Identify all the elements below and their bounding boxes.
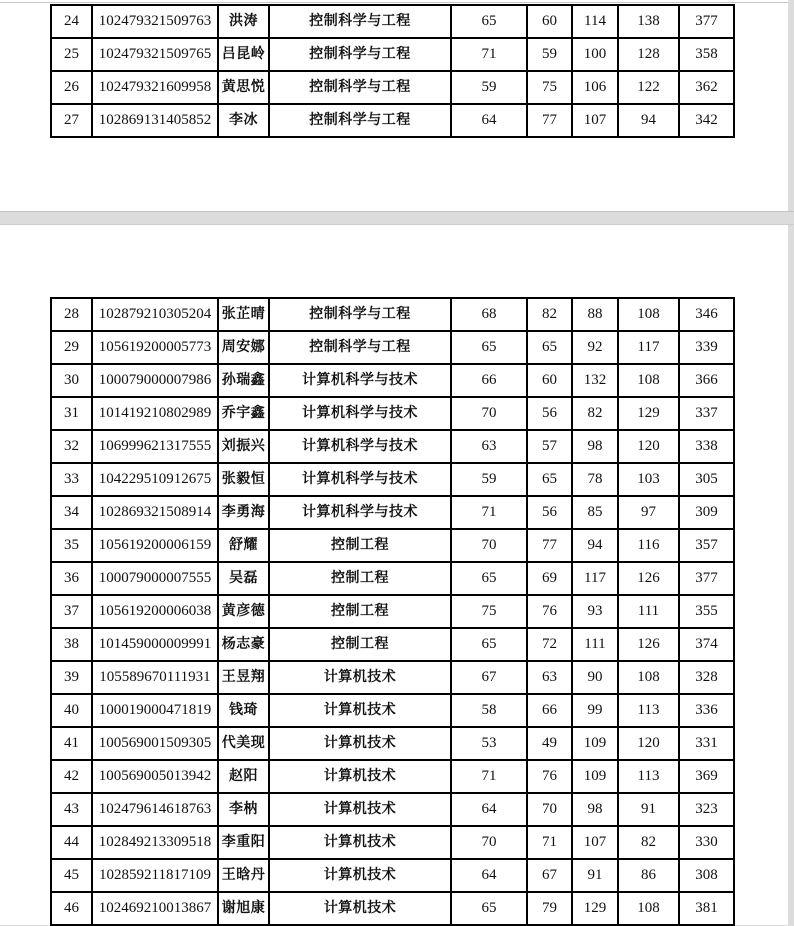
cell-score-1: 59 bbox=[451, 71, 527, 104]
cell-major: 计算机科学与技术 bbox=[269, 397, 451, 430]
scores-table-body-2 bbox=[51, 298, 734, 925]
cell-score-3: 114 bbox=[572, 5, 618, 38]
cell-candidate-id: 102479321509765 bbox=[92, 38, 218, 71]
table-row bbox=[51, 793, 734, 826]
cell-seq: 31 bbox=[51, 397, 92, 430]
cell-seq: 45 bbox=[51, 859, 92, 892]
cell-name: 李勇海 bbox=[218, 496, 269, 529]
cell-score-1: 65 bbox=[451, 628, 527, 661]
cell-score-1: 65 bbox=[451, 892, 527, 925]
cell-total: 309 bbox=[679, 496, 734, 529]
cell-score-2: 76 bbox=[527, 760, 572, 793]
cell-score-4: 126 bbox=[618, 628, 679, 661]
cell-name: 杨志豪 bbox=[218, 628, 269, 661]
cell-score-2: 67 bbox=[527, 859, 572, 892]
cell-seq: 42 bbox=[51, 760, 92, 793]
cell-candidate-id: 102879210305204 bbox=[92, 298, 218, 331]
cell-seq: 24 bbox=[51, 5, 92, 38]
cell-major: 计算机技术 bbox=[269, 859, 451, 892]
cell-name: 王晗丹 bbox=[218, 859, 269, 892]
cell-candidate-id: 101459000009991 bbox=[92, 628, 218, 661]
cell-score-3: 78 bbox=[572, 463, 618, 496]
cell-score-2: 71 bbox=[527, 826, 572, 859]
cell-total: 357 bbox=[679, 529, 734, 562]
cell-score-3: 99 bbox=[572, 694, 618, 727]
cell-candidate-id: 102859211817109 bbox=[92, 859, 218, 892]
cell-seq: 30 bbox=[51, 364, 92, 397]
cell-major: 控制工程 bbox=[269, 595, 451, 628]
cell-seq: 34 bbox=[51, 496, 92, 529]
cell-score-2: 79 bbox=[527, 892, 572, 925]
cell-score-3: 94 bbox=[572, 529, 618, 562]
cell-major: 计算机技术 bbox=[269, 661, 451, 694]
cell-score-2: 70 bbox=[527, 793, 572, 826]
cell-seq: 40 bbox=[51, 694, 92, 727]
document-page-2 bbox=[0, 225, 788, 925]
cell-score-3: 106 bbox=[572, 71, 618, 104]
cell-total: 369 bbox=[679, 760, 734, 793]
cell-score-2: 60 bbox=[527, 364, 572, 397]
cell-total: 346 bbox=[679, 298, 734, 331]
cell-name: 孙瑞鑫 bbox=[218, 364, 269, 397]
cell-total: 338 bbox=[679, 430, 734, 463]
cell-major: 计算机技术 bbox=[269, 760, 451, 793]
cell-score-1: 65 bbox=[451, 562, 527, 595]
cell-score-1: 70 bbox=[451, 826, 527, 859]
table-row bbox=[51, 397, 734, 430]
cell-total: 374 bbox=[679, 628, 734, 661]
cell-score-2: 82 bbox=[527, 298, 572, 331]
cell-score-4: 111 bbox=[618, 595, 679, 628]
cell-score-2: 56 bbox=[527, 397, 572, 430]
cell-seq: 27 bbox=[51, 104, 92, 137]
cell-major: 计算机科学与技术 bbox=[269, 496, 451, 529]
cell-score-2: 77 bbox=[527, 104, 572, 137]
table-row bbox=[51, 760, 734, 793]
cell-score-3: 98 bbox=[572, 793, 618, 826]
cell-score-2: 49 bbox=[527, 727, 572, 760]
cell-score-4: 129 bbox=[618, 397, 679, 430]
cell-score-3: 98 bbox=[572, 430, 618, 463]
cell-major: 控制科学与工程 bbox=[269, 71, 451, 104]
cell-seq: 28 bbox=[51, 298, 92, 331]
cell-major: 控制工程 bbox=[269, 562, 451, 595]
scores-table-page-2 bbox=[50, 297, 735, 926]
table-row bbox=[51, 38, 734, 71]
cell-score-2: 69 bbox=[527, 562, 572, 595]
cell-total: 366 bbox=[679, 364, 734, 397]
cell-score-2: 75 bbox=[527, 71, 572, 104]
table-row bbox=[51, 661, 734, 694]
cell-major: 计算机技术 bbox=[269, 694, 451, 727]
cell-major: 控制科学与工程 bbox=[269, 331, 451, 364]
cell-candidate-id: 106999621317555 bbox=[92, 430, 218, 463]
cell-major: 计算机技术 bbox=[269, 826, 451, 859]
table-row bbox=[51, 71, 734, 104]
cell-score-3: 109 bbox=[572, 727, 618, 760]
table-row bbox=[51, 892, 734, 925]
cell-score-4: 120 bbox=[618, 430, 679, 463]
cell-score-3: 93 bbox=[572, 595, 618, 628]
cell-candidate-id: 100569001509305 bbox=[92, 727, 218, 760]
cell-seq: 33 bbox=[51, 463, 92, 496]
cell-total: 330 bbox=[679, 826, 734, 859]
cell-seq: 43 bbox=[51, 793, 92, 826]
cell-candidate-id: 105589670111931 bbox=[92, 661, 218, 694]
cell-total: 355 bbox=[679, 595, 734, 628]
cell-score-4: 108 bbox=[618, 364, 679, 397]
cell-seq: 37 bbox=[51, 595, 92, 628]
cell-candidate-id: 101419210802989 bbox=[92, 397, 218, 430]
table-row bbox=[51, 628, 734, 661]
cell-name: 乔宇鑫 bbox=[218, 397, 269, 430]
table-row bbox=[51, 430, 734, 463]
cell-score-2: 66 bbox=[527, 694, 572, 727]
table-row bbox=[51, 727, 734, 760]
cell-score-2: 72 bbox=[527, 628, 572, 661]
cell-name: 李枘 bbox=[218, 793, 269, 826]
cell-candidate-id: 102869321508914 bbox=[92, 496, 218, 529]
cell-score-2: 56 bbox=[527, 496, 572, 529]
cell-name: 谢旭康 bbox=[218, 892, 269, 925]
cell-candidate-id: 102469210013867 bbox=[92, 892, 218, 925]
cell-seq: 25 bbox=[51, 38, 92, 71]
cell-major: 控制科学与工程 bbox=[269, 298, 451, 331]
cell-total: 323 bbox=[679, 793, 734, 826]
cell-score-4: 138 bbox=[618, 5, 679, 38]
cell-score-3: 132 bbox=[572, 364, 618, 397]
cell-score-1: 53 bbox=[451, 727, 527, 760]
cell-seq: 46 bbox=[51, 892, 92, 925]
cell-score-3: 129 bbox=[572, 892, 618, 925]
cell-score-2: 59 bbox=[527, 38, 572, 71]
cell-total: 331 bbox=[679, 727, 734, 760]
cell-score-3: 88 bbox=[572, 298, 618, 331]
cell-candidate-id: 100569005013942 bbox=[92, 760, 218, 793]
cell-name: 赵阳 bbox=[218, 760, 269, 793]
cell-score-4: 94 bbox=[618, 104, 679, 137]
cell-seq: 35 bbox=[51, 529, 92, 562]
cell-score-4: 113 bbox=[618, 760, 679, 793]
cell-score-4: 122 bbox=[618, 71, 679, 104]
table-row bbox=[51, 496, 734, 529]
cell-total: 337 bbox=[679, 397, 734, 430]
cell-name: 李冰 bbox=[218, 104, 269, 137]
cell-score-1: 64 bbox=[451, 859, 527, 892]
table-row bbox=[51, 595, 734, 628]
cell-major: 控制工程 bbox=[269, 628, 451, 661]
cell-score-1: 71 bbox=[451, 38, 527, 71]
cell-total: 377 bbox=[679, 5, 734, 38]
cell-seq: 38 bbox=[51, 628, 92, 661]
cell-score-1: 64 bbox=[451, 104, 527, 137]
table-row bbox=[51, 562, 734, 595]
cell-seq: 44 bbox=[51, 826, 92, 859]
cell-name: 周安娜 bbox=[218, 331, 269, 364]
cell-candidate-id: 102849213309518 bbox=[92, 826, 218, 859]
table-row bbox=[51, 859, 734, 892]
cell-name: 舒耀 bbox=[218, 529, 269, 562]
cell-seq: 32 bbox=[51, 430, 92, 463]
cell-score-4: 103 bbox=[618, 463, 679, 496]
cell-score-4: 126 bbox=[618, 562, 679, 595]
cell-total: 328 bbox=[679, 661, 734, 694]
cell-name: 张毅恒 bbox=[218, 463, 269, 496]
cell-candidate-id: 102869131405852 bbox=[92, 104, 218, 137]
cell-total: 342 bbox=[679, 104, 734, 137]
cell-total: 339 bbox=[679, 331, 734, 364]
cell-score-4: 116 bbox=[618, 529, 679, 562]
cell-total: 362 bbox=[679, 71, 734, 104]
table-row bbox=[51, 298, 734, 331]
page-separator bbox=[0, 211, 794, 225]
cell-score-4: 108 bbox=[618, 298, 679, 331]
cell-seq: 39 bbox=[51, 661, 92, 694]
cell-candidate-id: 100019000471819 bbox=[92, 694, 218, 727]
cell-score-1: 65 bbox=[451, 331, 527, 364]
cell-major: 计算机技术 bbox=[269, 727, 451, 760]
cell-name: 黄思悦 bbox=[218, 71, 269, 104]
cell-score-1: 71 bbox=[451, 760, 527, 793]
table-row bbox=[51, 104, 734, 137]
cell-total: 377 bbox=[679, 562, 734, 595]
cell-seq: 41 bbox=[51, 727, 92, 760]
cell-score-2: 77 bbox=[527, 529, 572, 562]
cell-score-3: 111 bbox=[572, 628, 618, 661]
cell-score-1: 65 bbox=[451, 5, 527, 38]
cell-score-3: 82 bbox=[572, 397, 618, 430]
cell-score-1: 64 bbox=[451, 793, 527, 826]
cell-name: 刘振兴 bbox=[218, 430, 269, 463]
cell-score-4: 117 bbox=[618, 331, 679, 364]
cell-score-3: 109 bbox=[572, 760, 618, 793]
cell-score-4: 82 bbox=[618, 826, 679, 859]
cell-score-1: 71 bbox=[451, 496, 527, 529]
table-row bbox=[51, 5, 734, 38]
cell-score-2: 60 bbox=[527, 5, 572, 38]
table-row bbox=[51, 826, 734, 859]
cell-score-2: 76 bbox=[527, 595, 572, 628]
cell-seq: 29 bbox=[51, 331, 92, 364]
cell-score-2: 65 bbox=[527, 463, 572, 496]
cell-score-3: 107 bbox=[572, 826, 618, 859]
cell-candidate-id: 102479321609958 bbox=[92, 71, 218, 104]
cell-score-3: 107 bbox=[572, 104, 618, 137]
cell-score-2: 57 bbox=[527, 430, 572, 463]
page-top-rule bbox=[0, 2, 788, 3]
cell-seq: 26 bbox=[51, 71, 92, 104]
cell-candidate-id: 102479614618763 bbox=[92, 793, 218, 826]
cell-score-4: 120 bbox=[618, 727, 679, 760]
cell-candidate-id: 105619200006159 bbox=[92, 529, 218, 562]
cell-seq: 36 bbox=[51, 562, 92, 595]
cell-score-3: 92 bbox=[572, 331, 618, 364]
cell-score-2: 63 bbox=[527, 661, 572, 694]
document-page-1 bbox=[0, 0, 788, 211]
cell-total: 358 bbox=[679, 38, 734, 71]
cell-total: 336 bbox=[679, 694, 734, 727]
cell-score-1: 68 bbox=[451, 298, 527, 331]
cell-score-3: 85 bbox=[572, 496, 618, 529]
cell-score-3: 90 bbox=[572, 661, 618, 694]
cell-score-1: 66 bbox=[451, 364, 527, 397]
cell-score-1: 58 bbox=[451, 694, 527, 727]
cell-candidate-id: 105619200006038 bbox=[92, 595, 218, 628]
cell-name: 钱琦 bbox=[218, 694, 269, 727]
cell-score-1: 63 bbox=[451, 430, 527, 463]
cell-candidate-id: 102479321509763 bbox=[92, 5, 218, 38]
cell-total: 305 bbox=[679, 463, 734, 496]
cell-name: 张芷晴 bbox=[218, 298, 269, 331]
cell-candidate-id: 100079000007986 bbox=[92, 364, 218, 397]
scores-table-body-1 bbox=[51, 5, 734, 137]
cell-major: 计算机科学与技术 bbox=[269, 430, 451, 463]
cell-score-4: 86 bbox=[618, 859, 679, 892]
cell-score-4: 108 bbox=[618, 892, 679, 925]
cell-total: 308 bbox=[679, 859, 734, 892]
cell-score-1: 67 bbox=[451, 661, 527, 694]
cell-major: 计算机科学与技术 bbox=[269, 364, 451, 397]
cell-major: 计算机技术 bbox=[269, 793, 451, 826]
cell-score-3: 117 bbox=[572, 562, 618, 595]
cell-score-1: 70 bbox=[451, 397, 527, 430]
cell-score-1: 75 bbox=[451, 595, 527, 628]
cell-name: 吕昆岭 bbox=[218, 38, 269, 71]
cell-score-1: 59 bbox=[451, 463, 527, 496]
table-row bbox=[51, 364, 734, 397]
cell-major: 计算机技术 bbox=[269, 892, 451, 925]
cell-score-4: 108 bbox=[618, 661, 679, 694]
cell-major: 控制科学与工程 bbox=[269, 104, 451, 137]
cell-name: 洪涛 bbox=[218, 5, 269, 38]
table-row bbox=[51, 331, 734, 364]
cell-name: 吴磊 bbox=[218, 562, 269, 595]
cell-score-4: 97 bbox=[618, 496, 679, 529]
cell-total: 381 bbox=[679, 892, 734, 925]
cell-candidate-id: 100079000007555 bbox=[92, 562, 218, 595]
cell-major: 控制工程 bbox=[269, 529, 451, 562]
cell-score-3: 100 bbox=[572, 38, 618, 71]
cell-score-4: 91 bbox=[618, 793, 679, 826]
cell-score-4: 113 bbox=[618, 694, 679, 727]
table-row bbox=[51, 529, 734, 562]
cell-name: 代美现 bbox=[218, 727, 269, 760]
table-row bbox=[51, 694, 734, 727]
cell-name: 李重阳 bbox=[218, 826, 269, 859]
cell-score-1: 70 bbox=[451, 529, 527, 562]
table-row bbox=[51, 463, 734, 496]
cell-candidate-id: 105619200005773 bbox=[92, 331, 218, 364]
cell-score-4: 128 bbox=[618, 38, 679, 71]
cell-major: 控制科学与工程 bbox=[269, 5, 451, 38]
scores-table-page-1 bbox=[50, 4, 735, 138]
cell-candidate-id: 104229510912675 bbox=[92, 463, 218, 496]
cell-major: 计算机科学与技术 bbox=[269, 463, 451, 496]
cell-name: 王昱翔 bbox=[218, 661, 269, 694]
cell-major: 控制科学与工程 bbox=[269, 38, 451, 71]
cell-name: 黄彦德 bbox=[218, 595, 269, 628]
cell-score-2: 65 bbox=[527, 331, 572, 364]
cell-score-3: 91 bbox=[572, 859, 618, 892]
